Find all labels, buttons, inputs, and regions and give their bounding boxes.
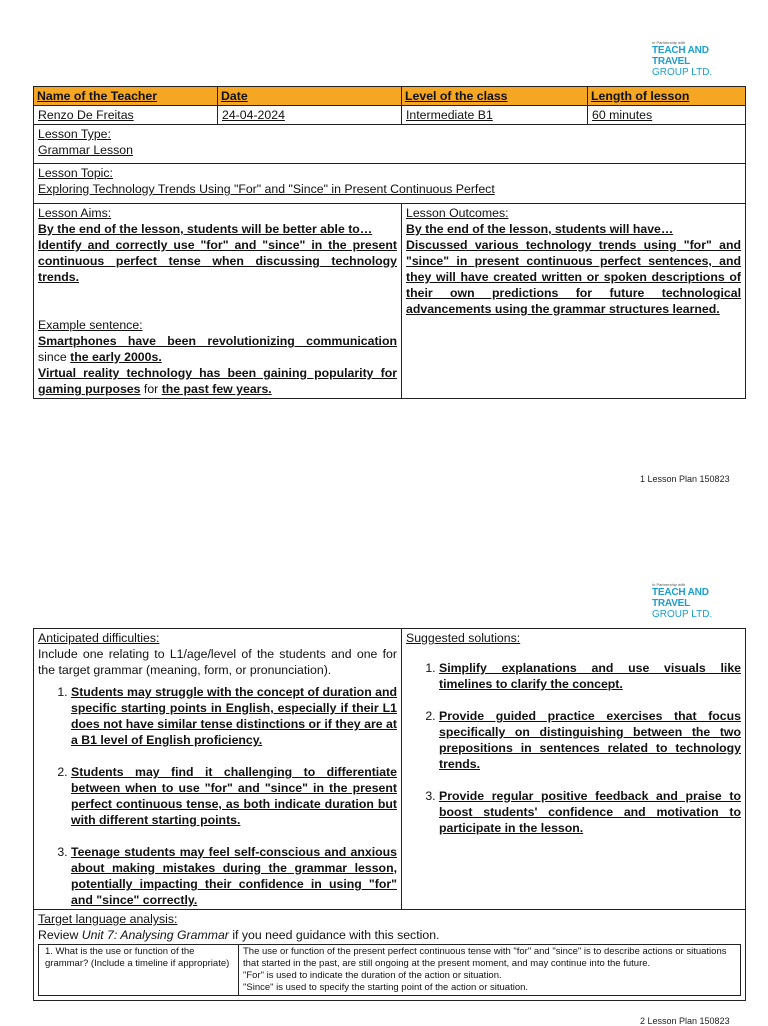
page-footer-2: 2 Lesson Plan 150823 — [640, 1016, 730, 1026]
company-logo-2 — [652, 582, 742, 620]
solutions-list — [406, 660, 741, 836]
lesson-topic-cell — [34, 164, 746, 204]
example-sentence-1: Smartphones have been revolutionizing communication since the early 2000s. — [38, 334, 397, 364]
difficulties-table — [33, 628, 746, 1001]
logo-line-1-2: TEACH AND TRAVEL — [652, 587, 709, 609]
difficulty-item: 3. Teenage students may feel self-conscious and anxious about making mistakes during the grammar lesson, potentially impacting their confidence in using "for" and "since" correctly. — [71, 844, 397, 908]
example-sentence-2: Virtual reality technology has been gaining popularity for gaming purposes for the past few years. — [38, 366, 397, 396]
lesson-date: 24-04-2024 — [218, 106, 402, 125]
logo-line-2: GROUP LTD. — [652, 67, 713, 78]
logo-line-1: TEACH AND TRAVEL — [652, 45, 709, 67]
solution-item: 1. Simplify explanations and use visuals like timelines to clarify the concept. — [439, 660, 741, 692]
difficulties-intro: Include one relating to L1/age/level of the students and one for the target grammar (meaning, form, or pronunciation). — [38, 647, 397, 677]
lesson-type-cell — [34, 125, 746, 164]
lesson-type-label: Lesson Type: — [38, 127, 111, 141]
tla-label: Target language analysis: — [38, 912, 178, 926]
lesson-aims-cell — [34, 204, 402, 399]
answer-1: The use or function of the present perfect continuous tense with "for" and "since" is to describe actions or situations that started in the past, are still ongoing at the present moment, and may continue into the future. "For" is used to indicate the duration of the action or situation. "Since" is used to specify the starting point of the action or situation. — [239, 945, 741, 996]
aims-text: Identify and correctly use "for" and "since" in the present continuous perfect tense when discussing technology trends. — [38, 238, 397, 284]
lesson-length: 60 minutes — [588, 106, 746, 125]
page-footer-1: 1 Lesson Plan 150823 — [640, 474, 730, 484]
lesson-info-table — [33, 86, 746, 399]
header-row — [34, 87, 746, 106]
outcomes-text: Discussed various technology trends using "for" and "since" in present continuous perfect sentences, and they will have created written or spoken descriptions of their own predictions for future technological advancements using the grammar structures learned. — [406, 238, 741, 316]
lesson-outcomes-cell — [402, 204, 746, 399]
difficulty-item: 1. Students may struggle with the concept of duration and specific starting points in English, especially if their L1 does not have similar tense distinctions or if they are at a B1 level of English proficiency. — [71, 684, 397, 748]
solution-item: 3. Provide regular positive feedback and praise to boost students' confidence and motivation to participate in the lesson. — [439, 788, 741, 836]
lesson-type-value: Grammar Lesson — [38, 143, 133, 157]
lesson-topic-label: Lesson Topic: — [38, 166, 113, 180]
aims-label: Lesson Aims: — [38, 206, 112, 220]
header-teacher: Name of the Teacher — [34, 87, 218, 106]
target-language-cell — [34, 910, 746, 1001]
logo-tagline: In Partnership with — [652, 40, 686, 45]
teacher-name: Renzo De Freitas — [34, 106, 218, 125]
solution-item: 2. Provide guided practice exercises that focus specifically on distinguishing between the two prepositions in sentences related to technology trends. — [439, 708, 741, 772]
class-level: Intermediate B1 — [402, 106, 588, 125]
difficulties-cell — [34, 629, 402, 910]
solutions-label: Suggested solutions: — [406, 631, 521, 645]
tla-review: Review Unit 7: Analysing Grammar if you need guidance with this section. — [38, 928, 440, 942]
difficulties-list — [38, 684, 397, 908]
difficulty-item: 2. Students may find it challenging to differentiate between when to use "for" and "since" in the present perfect continuous tense, as both indicate duration but with different starting points. — [71, 764, 397, 828]
question-1: 1. What is the use or function of the grammar? (Include a timeline if appropriate) — [39, 945, 239, 996]
company-logo — [652, 40, 742, 78]
header-date: Date — [218, 87, 402, 106]
header-length: Length of lesson — [588, 87, 746, 106]
difficulties-label: Anticipated difficulties: — [38, 631, 160, 645]
outcomes-label: Lesson Outcomes: — [406, 206, 509, 220]
solutions-cell — [402, 629, 746, 910]
aims-intro: By the end of the lesson, students will be better able to… — [38, 222, 373, 236]
example-label: Example sentence: — [38, 318, 143, 332]
logo-line-2-2: GROUP LTD. — [652, 609, 713, 620]
header-level: Level of the class — [402, 87, 588, 106]
lesson-topic-value: Exploring Technology Trends Using "For" and "Since" in Present Continuous Perfect — [38, 182, 495, 196]
tla-inner-table — [38, 944, 741, 996]
outcomes-intro: By the end of the lesson, students will have… — [406, 222, 674, 236]
values-row — [34, 106, 746, 125]
logo-tagline-2: In Partnership with — [652, 582, 686, 587]
